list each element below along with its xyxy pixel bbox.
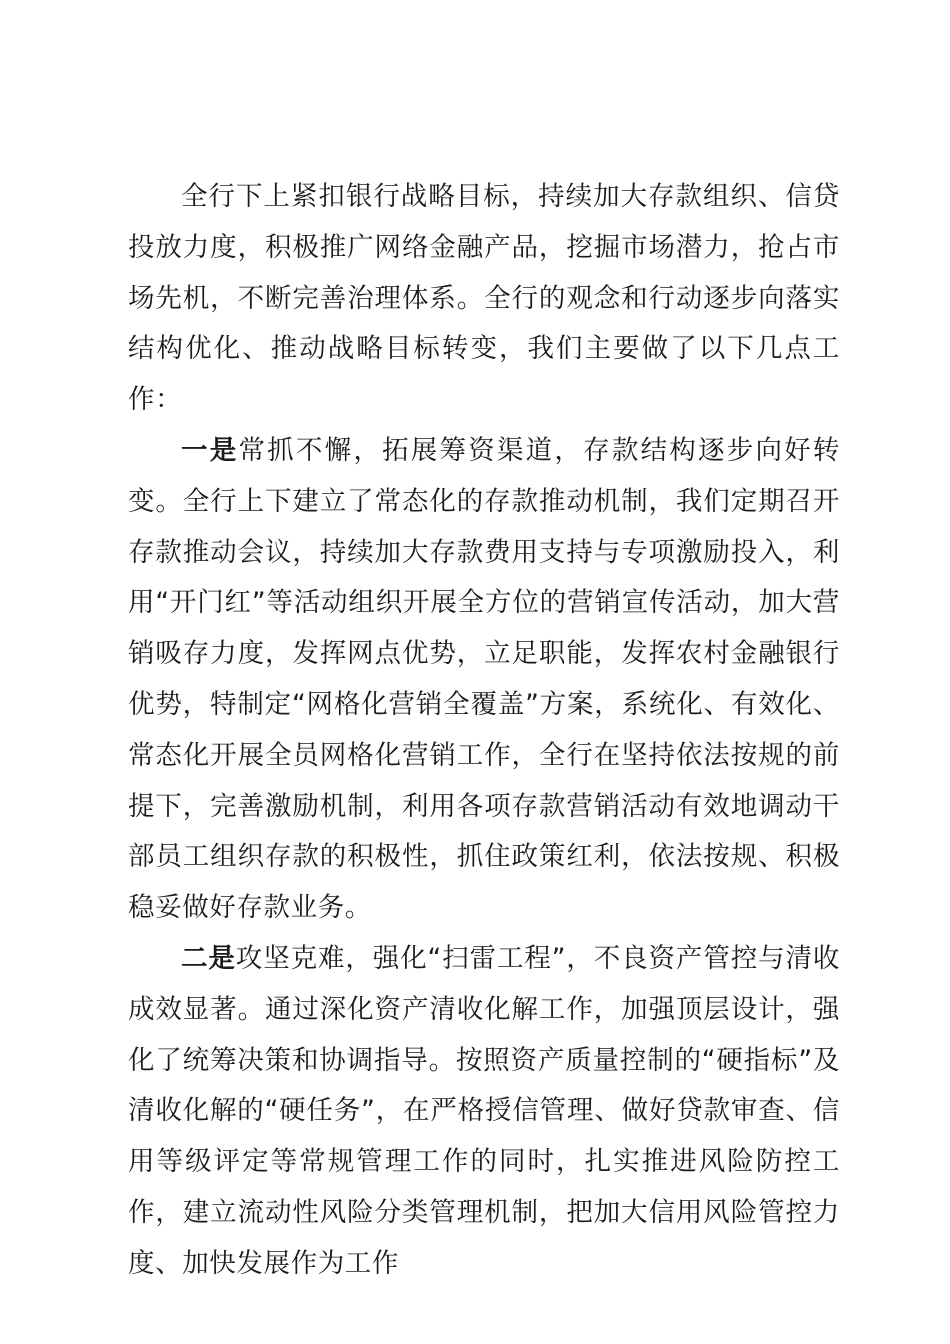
paragraph-point-one <box>128 426 840 934</box>
paragraph-text: 全行下上紧扣银行战略目标，持续加大存款组织、信贷投放力度，积极推广网络金融产品，挖掘市场潜力，抢占市场先机，不断完善治理体系。全行的观念和行动逐步向落实结构优化、推动战略目标转变，我们主要做了以下几点工作： <box>128 181 840 416</box>
paragraph-point-two <box>128 934 840 1290</box>
document-body <box>128 172 840 1290</box>
paragraph-text: 常抓不懈，拓展筹资渠道，存款结构逐步向好转变。全行上下建立了常态化的存款推动机制，我们定期召开存款推动会议，持续加大存款费用支持与专项激励投入，利用“开门红”等活动组织开展全方位的营销宣传活动，加大营销吸存力度，发挥网点优势，立足职能，发挥农村金融银行优势，特制定“网格化营销全覆盖”方案，系统化、有效化、常态化开展全员网格化营销工作，全行在坚持依法按规的前提下，完善激励机制，利用各项存款营销活动有效地调动干部员工组织存款的积极性，抓住政策红利，依法按规、积极稳妥做好存款业务。 <box>128 434 840 924</box>
paragraph-intro <box>128 172 840 426</box>
paragraph-lead: 二是 <box>181 942 236 974</box>
paragraph-text: 攻坚克难，强化“扫雷工程”，不良资产管控与清收成效显著。通过深化资产清收化解工作，加强顶层设计，强化了统筹决策和协调指导。按照资产质量控制的“硬指标”及清收化解的“硬任务”，在严格授信管理、做好贷款审查、信用等级评定等常规管理工作的同时，扎实推进风险防控工作，建立流动性风险分类管理机制，把加大信用风险管控力度、加快发展作为工作 <box>128 942 840 1279</box>
paragraph-lead: 一是 <box>181 434 239 466</box>
